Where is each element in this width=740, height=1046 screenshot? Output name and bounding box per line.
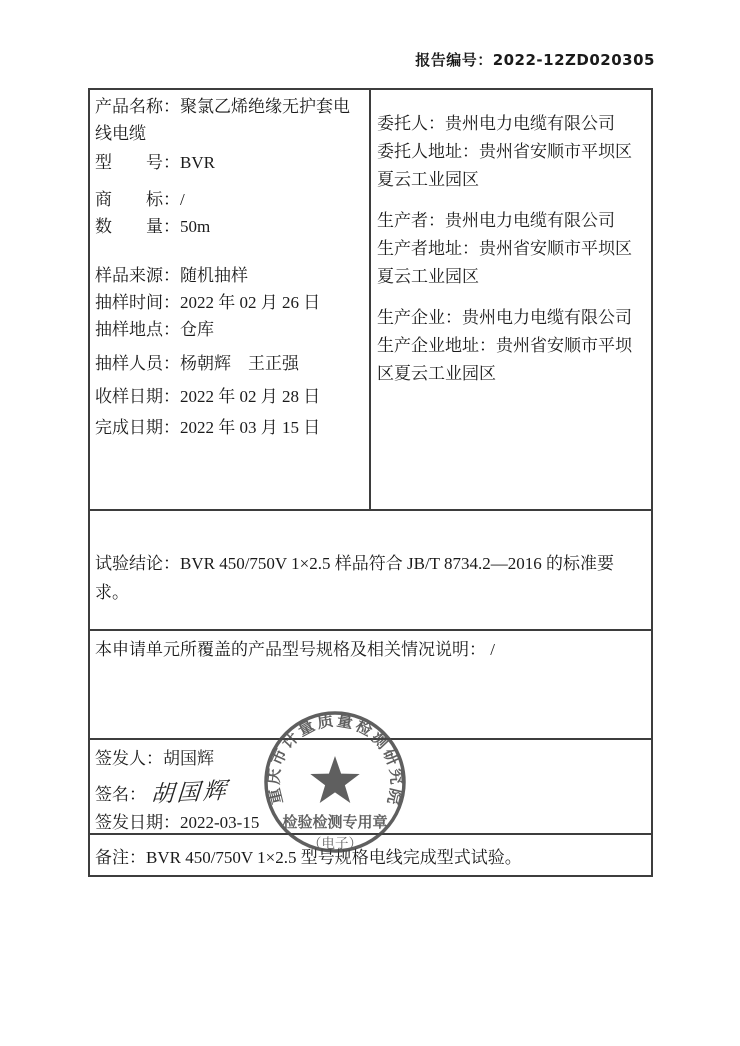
consignor-block bbox=[377, 110, 647, 194]
complete-date: 完成日期：2022 年 03 月 15 日 bbox=[95, 418, 321, 437]
receive-date: 收样日期：2022 年 02 月 28 日 bbox=[95, 387, 321, 406]
producer-name: 生产者：贵州电力电缆有限公司 bbox=[377, 211, 615, 230]
product-model: 型 号：BVR bbox=[95, 153, 215, 172]
product-name: 产品名称：聚氯乙烯绝缘无护套电线电缆 bbox=[95, 97, 350, 143]
report-table bbox=[88, 88, 653, 877]
product-quantity: 数 量：50m bbox=[95, 217, 211, 236]
consignor-name: 委托人：贵州电力电缆有限公司 bbox=[377, 114, 615, 133]
coverage-text: 本申请单元所覆盖的产品型号规格及相关情况说明： / bbox=[95, 640, 495, 659]
product-info-cell bbox=[90, 90, 371, 509]
handwritten-signature: 胡国辉 bbox=[150, 777, 230, 808]
consignor-address: 委托人地址：贵州省安顺市平坝区夏云工业园区 bbox=[377, 142, 632, 189]
producer-block bbox=[377, 207, 647, 291]
sampling-staff: 抽样人员：杨朝辉 王正强 bbox=[95, 354, 299, 373]
stamp-seal-title: 检验检测专用章 bbox=[282, 813, 388, 831]
remark-text: 备注：BVR 450/750V 1×2.5 型号规格电线完成型式试验。 bbox=[95, 848, 522, 867]
party-info-cell bbox=[371, 90, 651, 509]
report-number: 报告编号：2022-12ZD020305 bbox=[415, 51, 655, 69]
manufacturer-name: 生产企业：贵州电力电缆有限公司 bbox=[377, 308, 632, 327]
coverage-row bbox=[90, 629, 651, 738]
signature-row bbox=[90, 738, 651, 833]
product-brand: 商 标：/ bbox=[95, 190, 185, 209]
sampling-place: 抽样地点：仓库 bbox=[95, 320, 214, 339]
remark-row bbox=[90, 833, 651, 875]
signature-line bbox=[95, 774, 651, 806]
sampling-time: 抽样时间：2022 年 02 月 26 日 bbox=[95, 293, 321, 312]
stamp-organization-text: 重庆市计量质量检测研究院 bbox=[263, 710, 407, 807]
manufacturer-block bbox=[377, 304, 647, 388]
issuer-line: 签发人：胡国辉 bbox=[95, 749, 214, 768]
issue-date-line: 签发日期：2022-03-15 bbox=[95, 813, 260, 832]
manufacturer-address: 生产企业地址：贵州省安顺市平坝区夏云工业园区 bbox=[377, 336, 632, 383]
signature-label: 签名： bbox=[95, 785, 146, 804]
conclusion-row bbox=[90, 509, 651, 629]
conclusion-text: 试验结论：BVR 450/750V 1×2.5 样品符合 JB/T 8734.2—2016 的标准要求。 bbox=[95, 554, 614, 602]
sample-source: 样品来源：随机抽样 bbox=[95, 266, 248, 285]
info-row bbox=[90, 90, 651, 509]
stamp-seal-subtitle: （电子） bbox=[308, 836, 362, 852]
producer-address: 生产者地址：贵州省安顺市平坝区夏云工业园区 bbox=[377, 239, 632, 286]
